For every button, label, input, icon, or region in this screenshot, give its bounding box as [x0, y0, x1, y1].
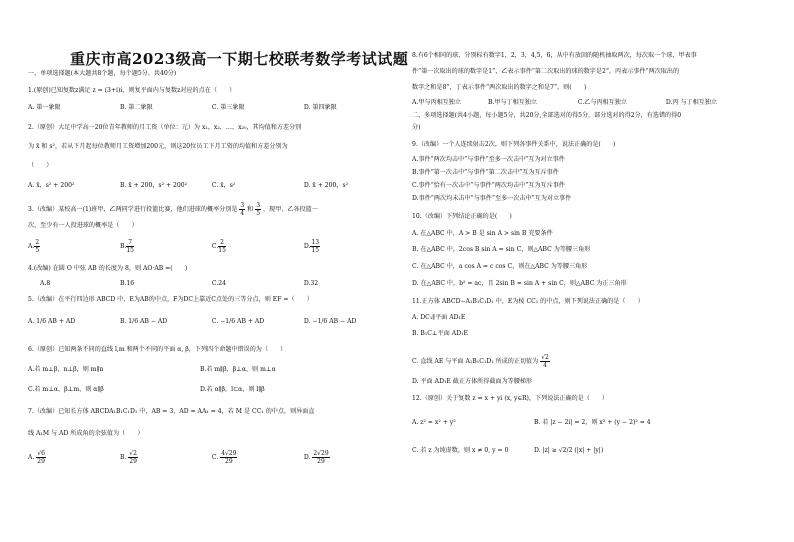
q12-option-d: D. |z| ≥ √2/2 (|x| + |y|) — [533, 447, 604, 454]
q7-b-num: √2 — [129, 450, 137, 457]
question-5: 5.（改编）在平行四边形 ABCD 中，E为AB的中点，F为DC上靠近C点处的三等分点，则 EF =（ ） — [28, 296, 313, 303]
q3-option-b — [120, 239, 210, 254]
q5-option-c: C. −1/6 AB + AD — [211, 318, 265, 325]
q7-option-c — [212, 450, 302, 465]
q5-option-a: A. 1/6 AB + AD — [28, 318, 76, 325]
q7-option-d — [304, 450, 330, 465]
q10-option-c: C. 在△ABC 中，a cos A = c cos C，则在△ABC 为等腰三角形 — [412, 263, 588, 270]
q7-a-den: 29 — [37, 458, 45, 465]
q3-option-c — [212, 239, 302, 254]
q3-b-label: B. — [119, 243, 127, 250]
q11-c-den: 4 — [543, 362, 547, 369]
question-7-line-2: 线 A₁M 与 AD 所成角的余弦值为（ ） — [28, 430, 144, 437]
q7-b-den: 29 — [129, 458, 137, 465]
q9-option-c: C.事件“恰有一次击中”与事件“两次均击中”互为互斥事件 — [412, 182, 565, 189]
q3-d-num: 13 — [311, 239, 320, 246]
q3-fraction-2 — [255, 202, 261, 217]
q8-option-c: C.乙与丙相互独立 — [577, 99, 627, 106]
q3-and: 和 — [247, 206, 254, 213]
q3-d-label: D. — [303, 243, 311, 250]
q2-option-a: A. x̄，s² + 200² — [28, 182, 75, 189]
q3-tail: ，现甲、乙各投篮一 — [262, 206, 318, 213]
q4-option-c: C.24 — [211, 280, 227, 287]
q7-d-label: D. — [303, 454, 311, 461]
q3-b-den: 15 — [126, 247, 134, 254]
q1-option-c: C. 第三象限 — [211, 104, 245, 111]
q4-option-d: D.32 — [303, 280, 319, 287]
q11-c-text: C. 直线 AE 与平面 A₁B₁C₁D₁ 所成的正切值为 — [412, 358, 539, 365]
q10-option-d: D. 在△ABC 中，b² = ac，且 2sin B = sin A + sin C，则△ABC 为正三角形 — [412, 280, 627, 287]
question-12-options-row-2 — [412, 447, 603, 455]
question-6-options-row-2 — [28, 386, 265, 394]
q10-option-b: B. 在△ABC 中，2cos B sin A = sin C，则△ABC 为等腰三角形 — [412, 246, 591, 253]
question-3-line-1 — [28, 202, 318, 217]
q5-option-b: B. 1/6 AB − AD — [119, 318, 168, 325]
q7-option-b — [120, 450, 210, 465]
q2-option-b: B. x̄ + 200，s² + 200² — [119, 182, 188, 189]
question-6-options-row-1 — [28, 366, 276, 374]
q7-d-den: 29 — [317, 458, 325, 465]
q1-option-b: B. 第二象限 — [119, 104, 153, 111]
q2-option-c: C. x̄，s² — [211, 182, 236, 189]
section-2-heading-tail: 分) — [412, 124, 421, 131]
question-12-options-row-1 — [412, 419, 651, 427]
q11-option-c — [412, 354, 550, 369]
q6-option-c: C.若 m⊥α，β⊥m，则 α∥β — [28, 386, 104, 393]
question-2-options — [28, 182, 348, 190]
page-title: 重庆市高2023级高一下期七校联考数学考试试题 — [70, 50, 409, 68]
question-11: 11.正方体 ABCD−A₁B₁C₁D₁ 中，E为棱 CC₁ 的中点，则下列说法正确的是（ ） — [412, 298, 644, 305]
q11-option-b: B. B₁C⊥平面 AD₁E — [412, 330, 468, 337]
question-8-options — [412, 99, 717, 107]
q11-c-frac — [540, 354, 550, 369]
question-8-line-2: 件“第一次取出的球的数字是1”，乙表示事件“第二次取出的球的数字是2”，丙表示事件“两次取出的 — [412, 68, 680, 75]
question-8-line-1: 8.有6个相同的球，分别标有数字1，2，3，4,5，6，从中有放回的随机抽取两次，每次取一个球，甲表事 — [412, 52, 697, 59]
q3-c-frac — [218, 239, 226, 254]
q3-c-den: 15 — [218, 247, 226, 254]
question-2-line-1: 2.（原创）大足中学高一20位青年教师的月工资（单位：元）为 x₁，x₂，…，x₂₀，其均值和方差分别 — [28, 124, 302, 131]
q12-option-b: B. 若 |z − 2i| = 2，则 x² + (y − 2)² = 4 — [533, 419, 651, 426]
q7-c-frac — [220, 450, 237, 465]
q3-d-frac — [310, 239, 320, 254]
q7-c-num: 4√29 — [221, 450, 237, 457]
question-7-options — [28, 450, 330, 465]
q9-option-a: A.事件“两次均击中”与事件“至多一次击中”互为对立事件 — [412, 156, 565, 163]
question-8-line-3: 数字之和是8”，丁表示事件“两次取出的数字之和是7”，则( ) — [412, 84, 587, 91]
q11-c-num: √2 — [541, 354, 549, 361]
q3-option-a — [28, 239, 118, 254]
q8-option-d: D.丙 与丁相互独立 — [665, 99, 718, 106]
question-12: 12.（原创）关于复数 z = x + yi (x, y∈R)，下列说法正确的是（ ） — [412, 395, 609, 402]
q3-b-frac — [126, 239, 134, 254]
q9-option-b: B.事件“第一次击中”与事件“第二次击中”互为互斥事件 — [412, 169, 559, 176]
q11-option-a: A. DC₁∥平面 AD₁E — [412, 314, 466, 321]
q6-option-b: B.若 m∥β，β⊥α，则 m⊥α — [199, 366, 276, 373]
question-2-line-3: （ ） — [28, 162, 53, 169]
q3-d-den: 15 — [311, 247, 320, 254]
q6-option-a: A.若 m⊥β，n⊥β，则 m∥n — [28, 366, 104, 373]
question-5-options — [28, 318, 356, 326]
q7-a-num: √6 — [37, 450, 45, 457]
q3-a-num: 2 — [35, 239, 40, 246]
q8-option-b: B.甲与丁相互独立 — [487, 99, 538, 106]
q3-c-label: C. — [211, 243, 219, 250]
q7-option-a — [28, 450, 118, 465]
q3-text: 3.（改编）某校高一(1)班甲、乙两同学进行投篮比赛，他们进球的概率分别是 — [28, 206, 238, 213]
q3-option-d — [304, 239, 320, 254]
question-4-options — [28, 280, 318, 288]
q8-option-a: A.甲与丙相互独立 — [412, 99, 461, 106]
q3-b-num: 7 — [128, 239, 133, 246]
q3-fraction-1 — [239, 202, 245, 217]
q6-option-d: D.若 α∥β，l⊂α，则 l∥β — [199, 386, 265, 393]
q1-option-d: D. 第四象限 — [303, 104, 337, 111]
q7-a-frac — [36, 450, 46, 465]
q3-c-num: 2 — [220, 239, 224, 246]
section-1-heading: 一、单项选择题(本大题共8个题，每个题5分，共40分) — [28, 70, 177, 77]
q3-f1-den: 4 — [240, 210, 245, 217]
section-2-heading: 二、多项选择题(共4小题，每小题5分，共20分,全部选对的得5分，部分选对的得2分，有选错的得0 — [412, 112, 682, 119]
question-1-options — [28, 104, 337, 112]
q3-f1-num: 3 — [240, 202, 245, 209]
q5-option-d: D. −1/6 AB − AD — [303, 318, 357, 325]
q3-f2-den: 5 — [256, 210, 261, 217]
question-2-line-2: 为 x̄ 和 s²，若从下月起每位教师月工资增加200元，则这20位员工下月工资的均值和方差分别为 — [28, 143, 288, 150]
q4-option-b: B.16 — [119, 280, 135, 287]
q7-d-num: 2√29 — [313, 450, 329, 457]
q4-option-a: A.8 — [40, 280, 51, 287]
q7-d-frac — [312, 450, 329, 465]
question-10: 10.（改编）下列结论正确的是( ) — [412, 213, 512, 220]
q3-a-den: 5 — [35, 247, 40, 254]
q2-option-d: D. x̄ + 200，s² — [303, 182, 349, 189]
question-6: 6.（原创）已知两条不同的直线 l,m 和两个不同的平面 α, β，下列四个命题中错误的为（ ） — [28, 346, 287, 353]
question-7-line-1: 7.（改编）已知长方体 ABCDA₁B₁C₁D₁ 中，AB = 3，AD = AA₁ = 4，若 M 是 CC₁ 的中点，则异面直 — [28, 408, 315, 415]
question-9: 9.（改编）一个人连续射击2次，则下列各事件关系中，说法正确的是( ) — [412, 141, 616, 148]
q12-option-a: A. z² = x² + y² — [412, 419, 456, 426]
q11-option-d: D. 平面 AD₁E 截正方体所得截面为等腰梯形 — [412, 378, 532, 385]
q7-b-label: B. — [119, 454, 127, 461]
question-4: 4.(改编) 在圆 O 中弦 AB 的长度为 8，则 AO·AB =( ) — [28, 265, 188, 272]
question-1: 1.(原创)已知复数z满足 z = (3+i)i，则复平面内与复数z对应的点在（ ） — [28, 87, 236, 94]
q10-option-a: A. 在△ABC 中，A > B 是 sin A > sin B 充要条件 — [412, 230, 553, 237]
q7-a-label: A. — [28, 454, 35, 461]
q9-option-d: D.事件“两次均未击中”与事件“至多一次击中”互为对立事件 — [412, 195, 572, 202]
q3-a-frac — [34, 239, 40, 254]
q7-c-label: C. — [211, 454, 219, 461]
q3-a-label: A. — [28, 243, 35, 250]
q3-f2-num: 3 — [256, 202, 261, 209]
q12-option-c: C. 若 z 为纯虚数，则 x ≠ 0, y = 0 — [412, 447, 509, 454]
q7-b-frac — [128, 450, 138, 465]
q1-option-a: A. 第一象限 — [28, 104, 61, 111]
question-3-options — [28, 239, 320, 254]
q7-c-den: 29 — [225, 458, 233, 465]
question-3-line-2: 次，至少有一人投进球的概率是（ ） — [28, 222, 138, 229]
